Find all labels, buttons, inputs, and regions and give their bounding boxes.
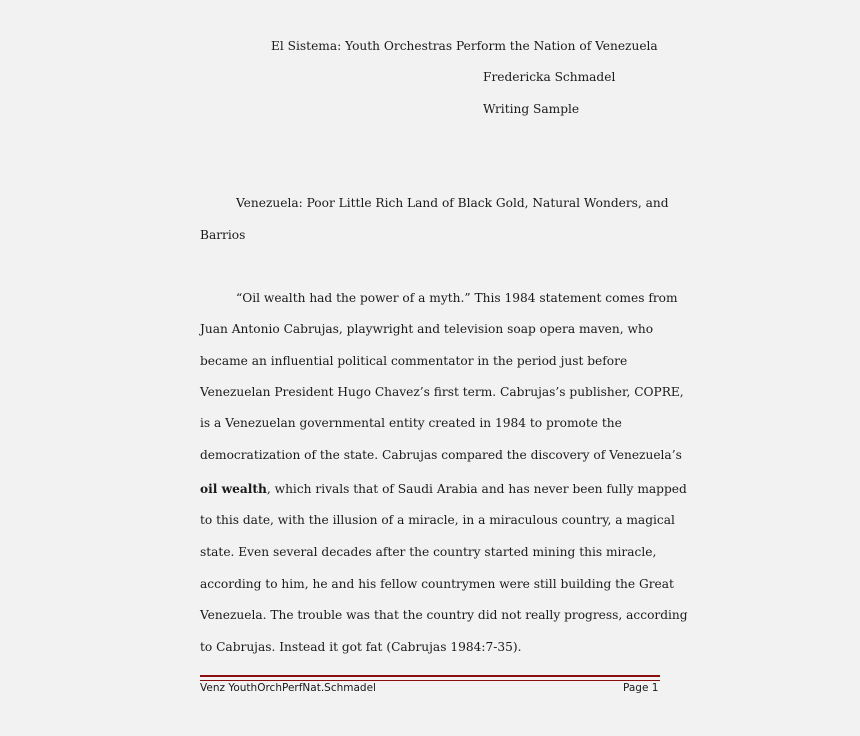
body-line: democratization of the state. Cabrujas compared the discovery of Venezuela’s (200, 448, 682, 462)
body-line: became an influential political commentator in the period just before (200, 354, 628, 368)
author-name: Fredericka Schmadel (483, 70, 616, 84)
body-line: Juan Antonio Cabrujas, playwright and television soap opera maven, who (200, 322, 654, 336)
section-heading-line-2: Barrios (200, 228, 246, 242)
body-line: “Oil wealth had the power of a myth.” This 1984 statement comes from (236, 291, 678, 305)
footer-rule (200, 675, 660, 681)
body-line: to Cabrujas. Instead it got fat (Cabrujas 1984:7-35). (200, 640, 522, 654)
body-line: Venezuelan President Hugo Chavez’s first term. Cabrujas’s publisher, COPRE, (200, 385, 684, 399)
body-line: is a Venezuelan governmental entity created in 1984 to promote the (200, 416, 622, 430)
body-line: according to him, he and his fellow countrymen were still building the Great (200, 577, 674, 591)
section-heading-line-1: Venezuela: Poor Little Rich Land of Black Gold, Natural Wonders, and (236, 196, 669, 210)
footer-page-number: Page 1 (623, 682, 659, 694)
body-line: Venezuela. The trouble was that the country did not really progress, according (200, 608, 688, 622)
body-line-rest: , which rivals that of Saudi Arabia and has never been fully mapped (266, 482, 687, 496)
document-label: Writing Sample (483, 102, 580, 116)
body-line-bold (200, 481, 687, 497)
footer-filename: Venz YouthOrchPerfNat.Schmadel (200, 682, 376, 694)
bold-phrase: oil wealth (200, 482, 267, 496)
document-title: El Sistema: Youth Orchestras Perform the Nation of Venezuela (271, 39, 658, 53)
body-line: state. Even several decades after the country started mining this miracle, (200, 545, 657, 559)
body-line: to this date, with the illusion of a miracle, in a miraculous country, a magical (200, 513, 675, 527)
